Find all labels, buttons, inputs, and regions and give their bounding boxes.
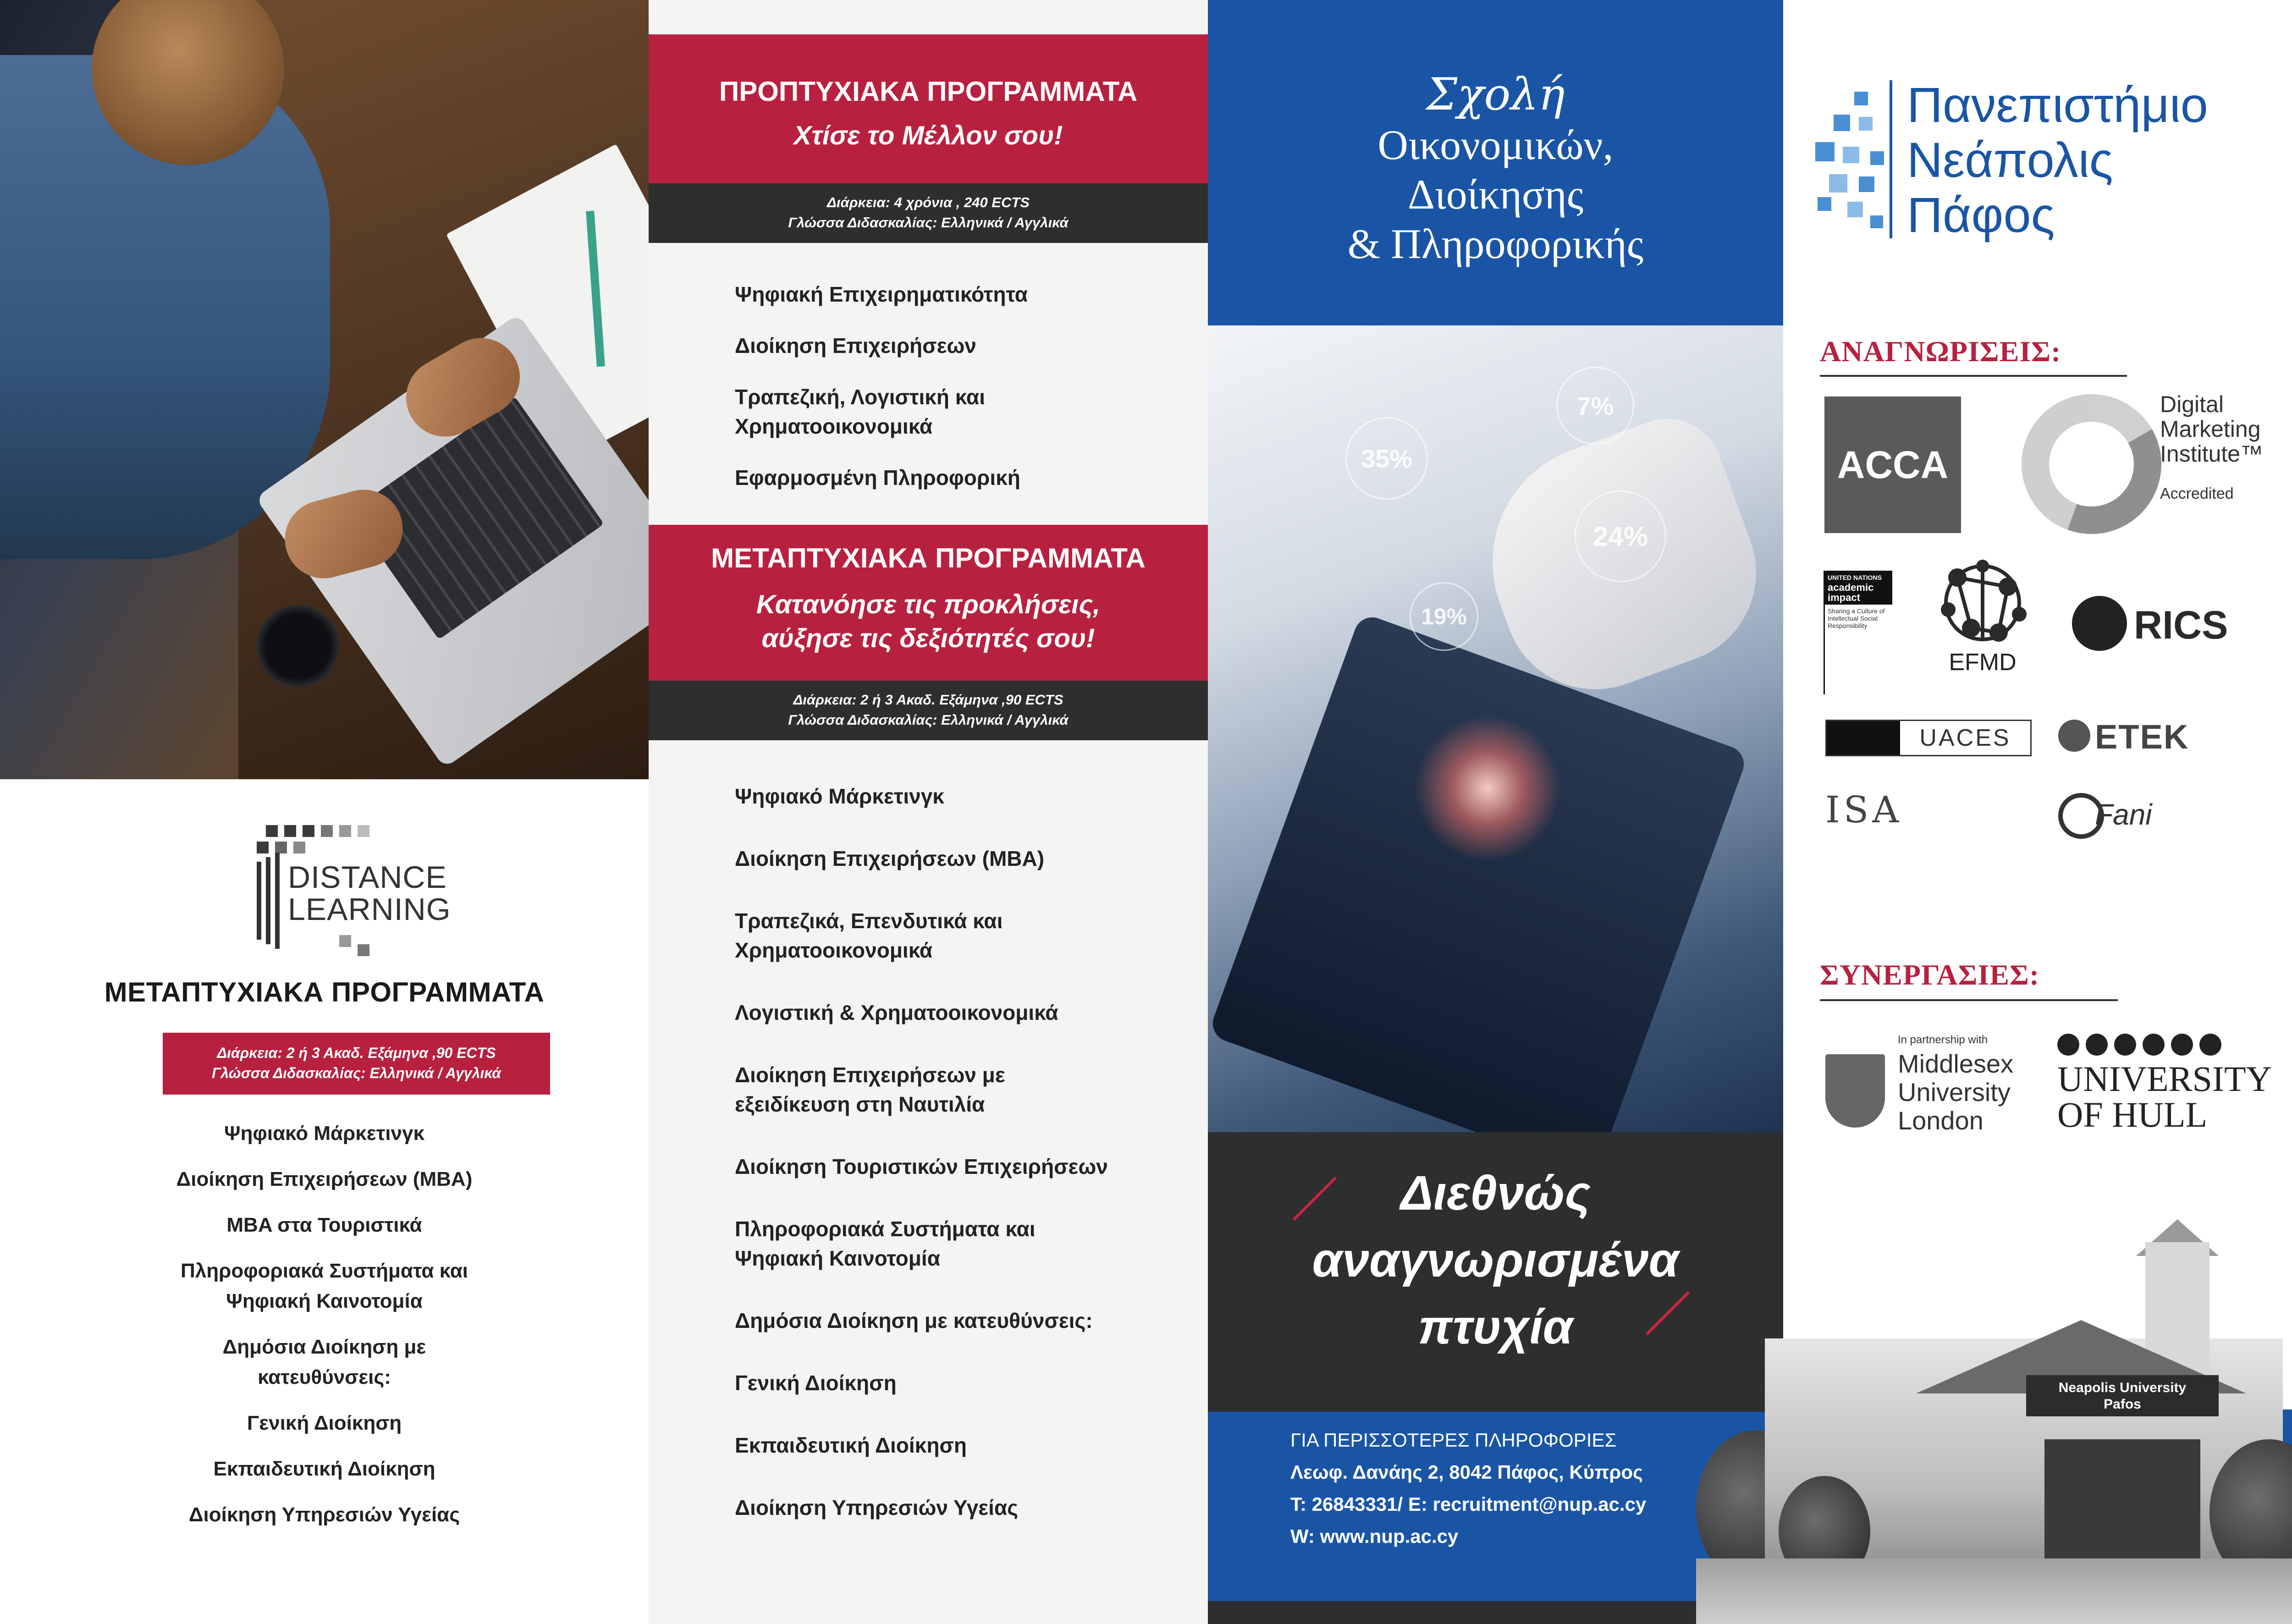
un-academic-impact-logo: UNITED NATIONS academic impact Sharing a Culture of Intellectual Social Responsibility (1824, 571, 1892, 694)
percent-bubble: 24% (1575, 490, 1666, 582)
list-item: Εφαρμοσμένη Πληροφορική (735, 466, 1020, 490)
tagline-line: Διεθνώς (1400, 1166, 1591, 1220)
tablet-analytics-photo (1208, 325, 1783, 1132)
crest-icons (2057, 1034, 2250, 1057)
list-item: Ψηφιακό Μάρκετινγκ (735, 784, 944, 808)
list-item: Ψηφιακή Επιχειρηματικότητα (735, 282, 1028, 306)
programs-panel (649, 0, 1208, 1624)
distance-program-list (0, 1118, 649, 1546)
undergrad-slogan: Χτίσε το Μέλλον σου! (793, 121, 1063, 150)
list-item: Διοίκηση Υπηρεσιών Υγείας (188, 1503, 460, 1526)
university-name-line: Πάφος (1907, 187, 2055, 242)
school-name-line: Οικονομικών, (1377, 121, 1614, 168)
dmi-label: Marketing (2160, 416, 2261, 442)
contact-website[interactable]: W: www.nup.ac.cy (1290, 1525, 1459, 1547)
list-item: Τραπεζικά, Επενδυτικά και Χρηματοοικονομικά (735, 909, 1003, 962)
etek-logo: ΕΤΕΚ (2058, 717, 2214, 759)
list-item: Διοίκηση Επιχειρήσεων (MBA) (735, 847, 1045, 870)
list-item: MBA στα Τουριστικά (226, 1214, 422, 1236)
recognitions-title: ΑΝΑΓΝΩΡΙΣΕΙΣ: (1820, 335, 2061, 368)
list-item: Γενική Διοίκηση (735, 1371, 897, 1395)
partnerships-title: ΣΥΝΕΡΓΑΣΙΕΣ: (1820, 958, 2040, 991)
list-item: Λογιστική & Χρηματοοικονομικά (735, 1001, 1058, 1024)
list-item: Ψηφιακό Μάρκετινγκ (224, 1122, 425, 1145)
distance-label: DISTANCE (288, 860, 447, 895)
tagline-line: πτυχία (1418, 1300, 1573, 1354)
percent-bubble: 35% (1345, 417, 1428, 500)
undergrad-program-list (735, 280, 1175, 492)
postgrad-info: Διάρκεια: 2 ή 3 Ακαδ. Εξάμηνα ,90 ECTS Γλώσσα Διδασκαλίας: Ελληνικά / Αγγλικά (649, 681, 1208, 740)
fani-logo: Fani (2058, 788, 2196, 839)
list-item: Διοίκηση Επιχειρήσεων (735, 334, 976, 358)
contact-heading: ΓΙΑ ΠΕΡΙΣΣΟΤΕΡΕΣ ΠΛΗΡΟΦΟΡΙΕΣ (1290, 1429, 1617, 1451)
isa-logo: ISA (1825, 788, 1903, 831)
list-item: Πληροφοριακά Συστήματα και Ψηφιακή Καινοτομία (180, 1260, 468, 1312)
percent-bubble: 7% (1556, 367, 1634, 445)
dmi-ring-icon (2022, 394, 2161, 534)
distance-learning-logo (248, 825, 451, 963)
distance-postgrad-title: ΜΕΤΑΠΤΥΧΙΑΚΑ ΠΡΟΓΡΑΜΜΑΤΑ (104, 977, 545, 1007)
list-item: Εκπαιδευτική Διοίκηση (213, 1458, 435, 1480)
learning-label: LEARNING (288, 892, 451, 927)
school-name-line: Διοίκησης (1407, 171, 1584, 218)
list-item: Διοίκηση Τουριστικών Επιχειρήσεων (735, 1155, 1108, 1178)
right-panel: Πανεπιστήμιο Νεάπολις Πάφος ΑΝΑΓΝΩΡΙΣΕΙΣ: ACCA Digital Marketing Institute™ Accredited UNITED NATIONS academic impact Sharing a Culture of Intellectual Social Responsibility EFMD RICS UACES ΕΤΕΚ ISA Fani ΣΥΝΕΡΓΑΣΙΕΣ: In partnership with Middlesex University London UNIVERSITY OF HULL (1783, 0, 2292, 1624)
school-name-line: & Πληροφορικής (1347, 220, 1644, 267)
university-name-line: Πανεπιστήμιο (1907, 77, 2208, 132)
dmi-accredited: Accredited (2160, 485, 2234, 502)
contact-address: Λεωφ. Δανάης 2, 8042 Πάφος, Κύπρος (1290, 1461, 1643, 1483)
undergrad-heading: ΠΡΟΠΤΥΧΙΑΚΑ ΠΡΟΓΡΑΜΜΑΤΑ (719, 76, 1138, 107)
postgrad-program-list (735, 782, 1175, 1522)
list-item: Εκπαιδευτική Διοίκηση (735, 1433, 967, 1457)
dmi-label: Institute™ (2160, 441, 2264, 467)
undergrad-info: Διάρκεια: 4 χρόνια , 240 ECTS Γλώσσα Διδασκαλίας: Ελληνικά / Αγγλικά (649, 183, 1208, 243)
contact-phone-email[interactable]: T: 26843331/ E: recruitment@nup.ac.cy (1290, 1493, 1647, 1515)
building-sign: Neapolis University Pafos (2026, 1375, 2219, 1416)
distance-postgrad-info: Διάρκεια: 2 ή 3 Ακαδ. Εξάμηνα ,90 ECTS Γλώσσα Διδασκαλίας: Ελληνικά / Αγγλικά (163, 1033, 550, 1095)
undergrad-header (649, 34, 1208, 183)
postgrad-slogan: Κατανόησε τις προκλήσεις, αύξησε τις δεξιότητές σου! (756, 589, 1101, 653)
list-item: Τραπεζική, Λογιστική και Χρηματοοικονομικά (735, 385, 985, 438)
acca-logo: ACCA (1824, 396, 1961, 533)
laptop-user-photo (0, 0, 649, 779)
uaces-logo: UACES (1825, 720, 2032, 756)
list-item: Πληροφοριακά Συστήματα και Ψηφιακή Καινοτομία (735, 1217, 1036, 1270)
list-item: Διοίκηση Επιχειρήσεων (MBA) (176, 1168, 473, 1190)
list-item: Δημόσια Διοίκηση με κατευθύνσεις: (735, 1309, 1093, 1332)
postgrad-header (649, 525, 1208, 681)
list-item: Γενική Διοίκηση (247, 1412, 402, 1434)
list-item: Διοίκηση Επιχειρήσεων με εξειδίκευση στη Ναυτιλία (735, 1063, 1005, 1116)
university-name-line: Νεάπολις (1907, 132, 2113, 187)
school-label: Σχολή (1426, 69, 1565, 120)
school-header (1208, 0, 1783, 325)
efmd-logo: EFMD (1930, 559, 2035, 665)
dmi-label: Digital (2160, 391, 2224, 417)
shield-icon (1825, 1054, 1885, 1128)
list-item: Δημόσια Διοίκηση με κατευθύνσεις: (222, 1336, 426, 1388)
postgrad-heading: ΜΕΤΑΠΤΥΧΙΑΚΑ ΠΡΟΓΡΑΜΜΑΤΑ (711, 543, 1146, 573)
campus-building-photo (1696, 1201, 2292, 1624)
percent-bubble: 19% (1410, 582, 1478, 651)
rics-logo: RICS (2072, 591, 2246, 655)
list-item: Διοίκηση Υπηρεσιών Υγείας (735, 1496, 1019, 1519)
lion-icon (2072, 596, 2127, 651)
tagline-line: αναγνωρισμένα (1312, 1233, 1679, 1287)
left-panel (0, 0, 649, 1624)
